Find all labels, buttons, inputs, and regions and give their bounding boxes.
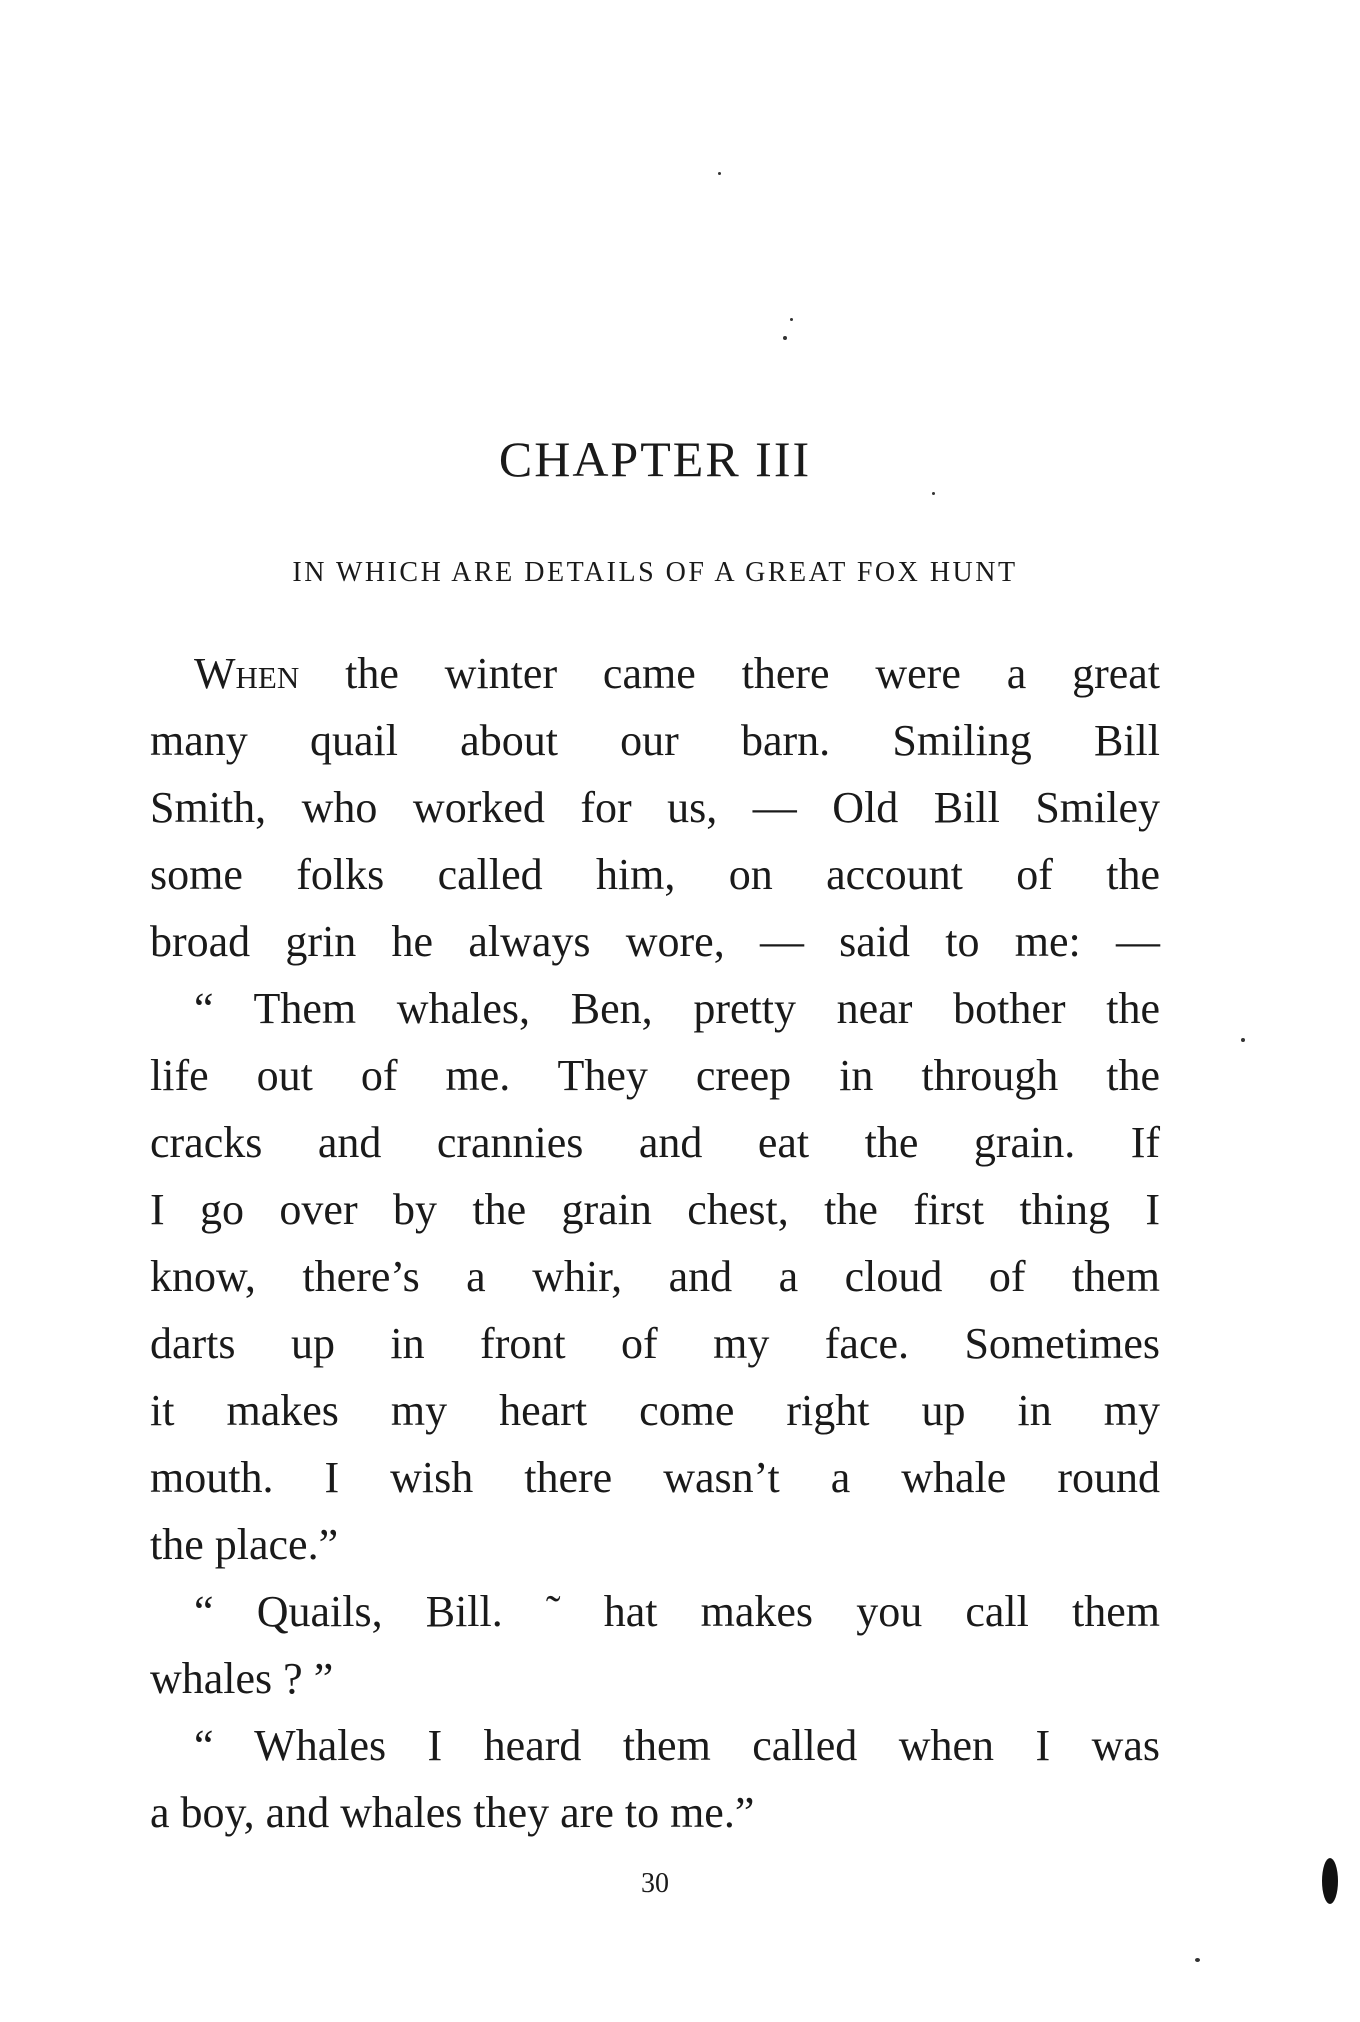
text-line-10: know, there’s a whir, and a cloud of them [150,1252,1160,1301]
text-line-12: it makes my heart come right up in my [150,1386,1160,1435]
ink-blot [1322,1858,1338,1904]
text-line-3: Smith, who worked for us, — Old Bill Smiley [150,783,1160,832]
chapter-subtitle: IN WHICH ARE DETAILS OF A GREAT FOX HUNT [292,557,1018,588]
text-line-11: darts up in front of my face. Sometimes [150,1319,1160,1368]
text-line-13: mouth. I wish there wasn’t a whale round [150,1453,1160,1502]
text-line-1: When the winter came there were a great [194,649,1160,698]
text-line-5: broad grin he always wore, — said to me: — [150,917,1160,966]
text-line-16: whales ? ” [150,1654,334,1703]
text-line-17: “ Whales I heard them called when I was [194,1721,1160,1770]
body-text [150,640,1160,1846]
scan-speck [783,336,787,340]
text-line-8: cracks and crannies and eat the grain. If [150,1118,1160,1167]
text-line-18: a boy, and whales they are to me.” [150,1788,755,1837]
scan-speck [790,318,793,321]
scan-speck [1241,1038,1245,1042]
scan-speck [718,172,721,175]
text-line-15: “ Quails, Bill. ˜ hat makes you call them [194,1587,1160,1636]
opening-word: When [194,649,300,698]
text-line-6: “ Them whales, Ben, pretty near bother the [194,984,1160,1033]
scan-speck [932,492,935,495]
text-line-14: the place.” [150,1520,339,1569]
chapter-title: CHAPTER III [498,431,812,487]
page-number: 30 [641,1868,669,1899]
text-line-9: I go over by the grain chest, the first thing I [150,1185,1160,1234]
text-line-4: some folks called him, on account of the [150,850,1160,899]
text-line-7: life out of me. They creep in through the [150,1051,1160,1100]
scan-speck [1195,1958,1200,1962]
text-line-2: many quail about our barn. Smiling Bill [150,716,1160,765]
